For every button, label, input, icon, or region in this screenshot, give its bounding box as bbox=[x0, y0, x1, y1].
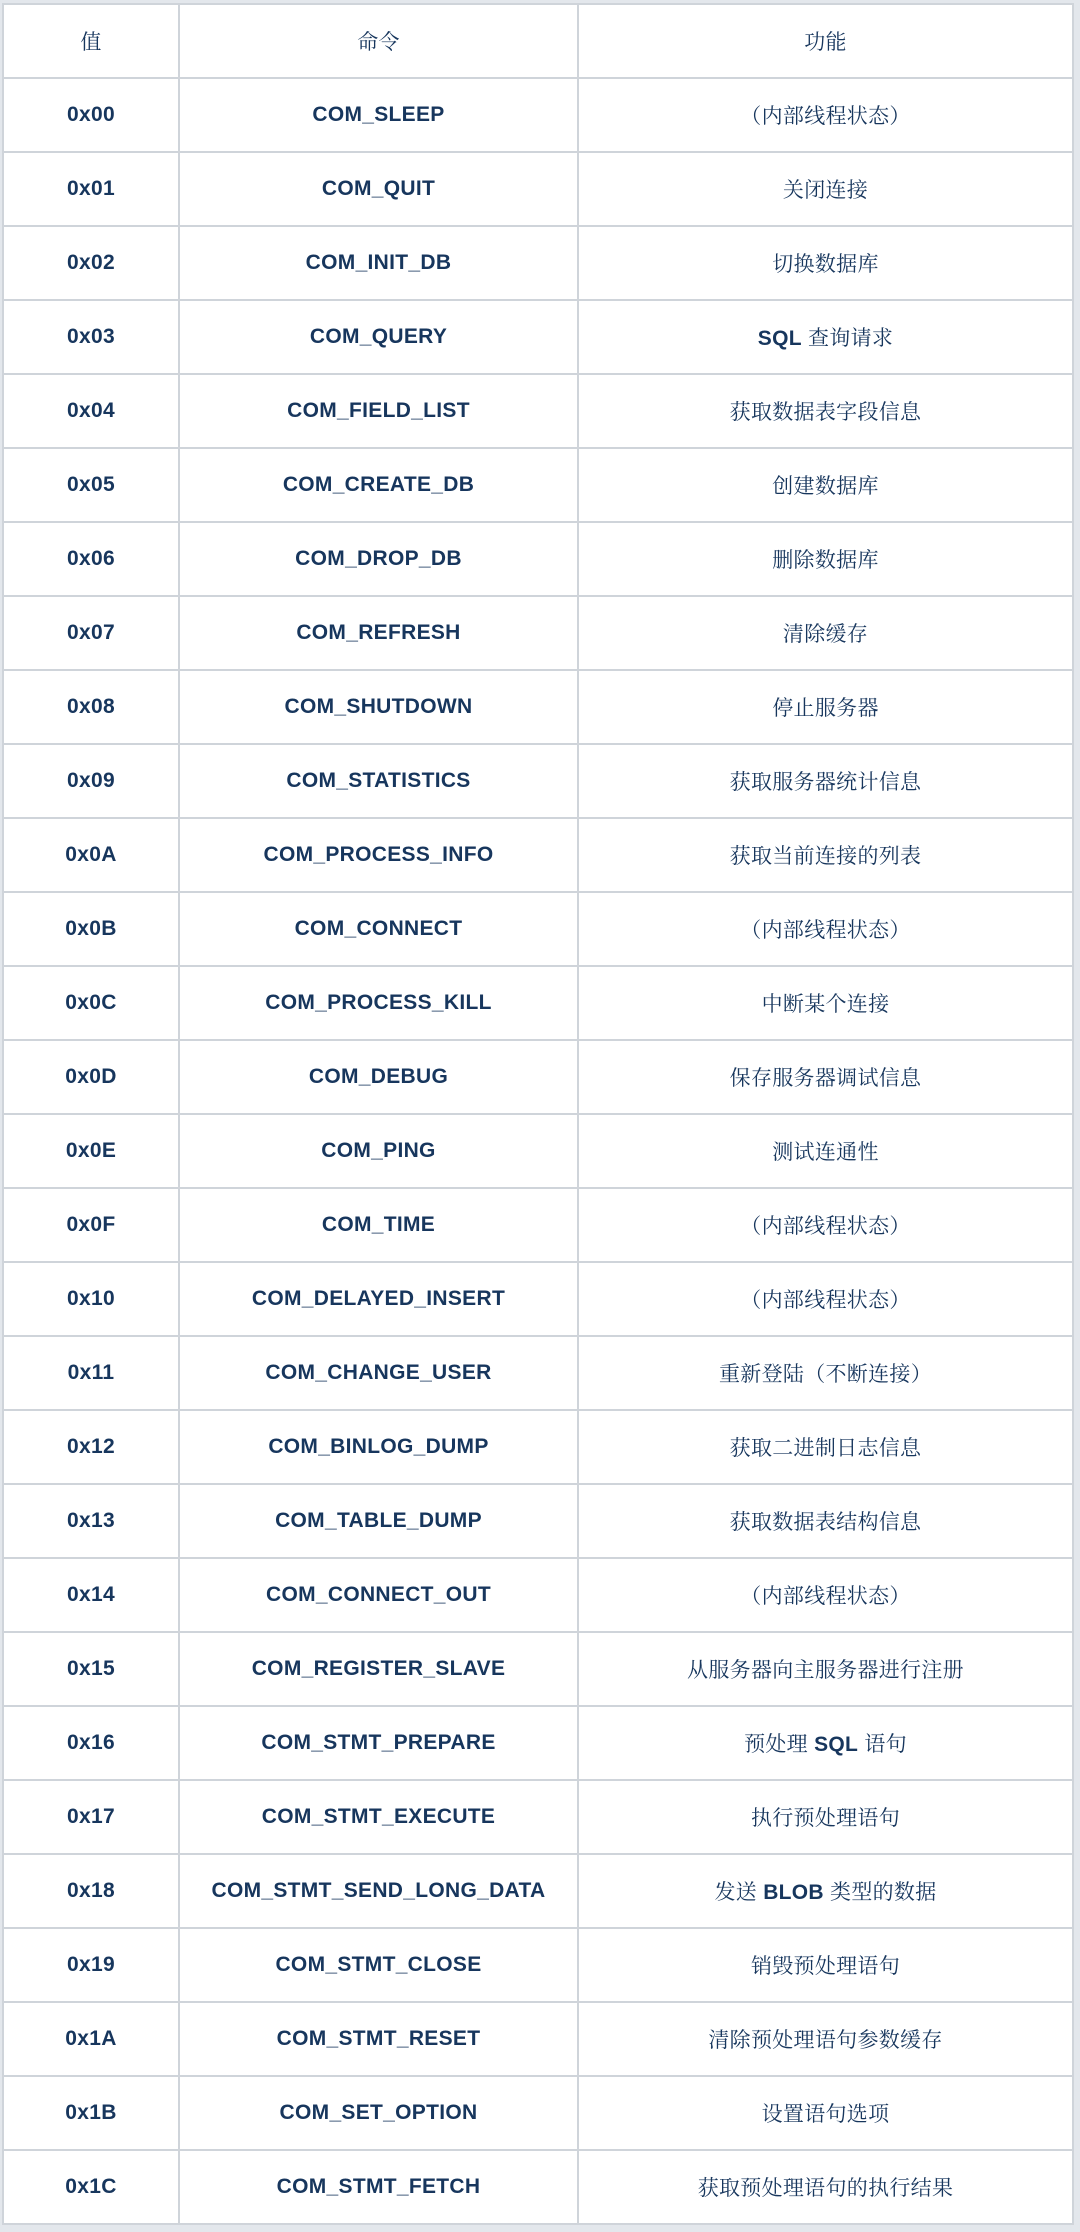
command-cell: COM_QUERY bbox=[179, 300, 578, 374]
command-cell: COM_STMT_PREPARE bbox=[179, 1706, 578, 1780]
value-cell: 0x09 bbox=[3, 744, 179, 818]
command-cell: COM_QUIT bbox=[179, 152, 578, 226]
table-row bbox=[3, 78, 1073, 152]
function-cell: 中断某个连接 bbox=[578, 966, 1073, 1040]
function-cell: 关闭连接 bbox=[578, 152, 1073, 226]
value-cell: 0x1B bbox=[3, 2076, 179, 2150]
value-cell: 0x16 bbox=[3, 1706, 179, 1780]
table-row bbox=[3, 226, 1073, 300]
value-cell: 0x17 bbox=[3, 1780, 179, 1854]
command-cell: COM_STMT_CLOSE bbox=[179, 1928, 578, 2002]
function-cell: 停止服务器 bbox=[578, 670, 1073, 744]
table-row bbox=[3, 1706, 1073, 1780]
value-cell: 0x13 bbox=[3, 1484, 179, 1558]
table-row bbox=[3, 1188, 1073, 1262]
function-cell: 清除缓存 bbox=[578, 596, 1073, 670]
command-cell: COM_STATISTICS bbox=[179, 744, 578, 818]
command-cell: COM_DELAYED_INSERT bbox=[179, 1262, 578, 1336]
function-cell: （内部线程状态） bbox=[578, 892, 1073, 966]
function-cell: 发送 BLOB 类型的数据 bbox=[578, 1854, 1073, 1928]
table-row bbox=[3, 448, 1073, 522]
table-row bbox=[3, 152, 1073, 226]
function-cell: 删除数据库 bbox=[578, 522, 1073, 596]
function-cell: 获取数据表字段信息 bbox=[578, 374, 1073, 448]
value-cell: 0x0E bbox=[3, 1114, 179, 1188]
table-row bbox=[3, 1928, 1073, 2002]
column-header-value: 值 bbox=[3, 4, 179, 78]
table-row bbox=[3, 522, 1073, 596]
value-cell: 0x02 bbox=[3, 226, 179, 300]
value-cell: 0x01 bbox=[3, 152, 179, 226]
table-row bbox=[3, 1780, 1073, 1854]
table-body bbox=[3, 78, 1073, 2224]
command-cell: COM_INIT_DB bbox=[179, 226, 578, 300]
command-cell: COM_REFRESH bbox=[179, 596, 578, 670]
function-cell: 设置语句选项 bbox=[578, 2076, 1073, 2150]
column-header-command: 命令 bbox=[179, 4, 578, 78]
command-cell: COM_SLEEP bbox=[179, 78, 578, 152]
value-cell: 0x1C bbox=[3, 2150, 179, 2224]
table-row bbox=[3, 1484, 1073, 1558]
table-row bbox=[3, 2150, 1073, 2224]
table-row bbox=[3, 1336, 1073, 1410]
table-row bbox=[3, 892, 1073, 966]
command-cell: COM_CONNECT bbox=[179, 892, 578, 966]
command-cell: COM_SHUTDOWN bbox=[179, 670, 578, 744]
table-head bbox=[3, 4, 1073, 78]
function-cell: 重新登陆（不断连接） bbox=[578, 1336, 1073, 1410]
function-cell: 从服务器向主服务器进行注册 bbox=[578, 1632, 1073, 1706]
function-cell: （内部线程状态） bbox=[578, 1558, 1073, 1632]
value-cell: 0x1A bbox=[3, 2002, 179, 2076]
command-cell: COM_TABLE_DUMP bbox=[179, 1484, 578, 1558]
function-cell: 获取预处理语句的执行结果 bbox=[578, 2150, 1073, 2224]
value-cell: 0x0A bbox=[3, 818, 179, 892]
function-cell: 测试连通性 bbox=[578, 1114, 1073, 1188]
function-cell: 销毁预处理语句 bbox=[578, 1928, 1073, 2002]
header-row bbox=[3, 4, 1073, 78]
table-row bbox=[3, 596, 1073, 670]
command-cell: COM_STMT_RESET bbox=[179, 2002, 578, 2076]
table-row bbox=[3, 2076, 1073, 2150]
command-cell: COM_PING bbox=[179, 1114, 578, 1188]
table-row bbox=[3, 1040, 1073, 1114]
command-cell: COM_CREATE_DB bbox=[179, 448, 578, 522]
table-row bbox=[3, 1632, 1073, 1706]
command-cell: COM_CONNECT_OUT bbox=[179, 1558, 578, 1632]
value-cell: 0x10 bbox=[3, 1262, 179, 1336]
value-cell: 0x0B bbox=[3, 892, 179, 966]
command-cell: COM_PROCESS_INFO bbox=[179, 818, 578, 892]
function-cell: 获取当前连接的列表 bbox=[578, 818, 1073, 892]
function-cell: 清除预处理语句参数缓存 bbox=[578, 2002, 1073, 2076]
table-row bbox=[3, 1854, 1073, 1928]
command-cell: COM_STMT_SEND_LONG_DATA bbox=[179, 1854, 578, 1928]
mysql-command-table bbox=[2, 3, 1074, 2225]
function-cell: 预处理 SQL 语句 bbox=[578, 1706, 1073, 1780]
value-cell: 0x07 bbox=[3, 596, 179, 670]
command-cell: COM_REGISTER_SLAVE bbox=[179, 1632, 578, 1706]
table-row bbox=[3, 966, 1073, 1040]
value-cell: 0x14 bbox=[3, 1558, 179, 1632]
value-cell: 0x05 bbox=[3, 448, 179, 522]
value-cell: 0x11 bbox=[3, 1336, 179, 1410]
table-row bbox=[3, 374, 1073, 448]
command-cell: COM_STMT_EXECUTE bbox=[179, 1780, 578, 1854]
table-row bbox=[3, 744, 1073, 818]
value-cell: 0x00 bbox=[3, 78, 179, 152]
value-cell: 0x03 bbox=[3, 300, 179, 374]
command-cell: COM_SET_OPTION bbox=[179, 2076, 578, 2150]
function-cell: 保存服务器调试信息 bbox=[578, 1040, 1073, 1114]
table-row bbox=[3, 1558, 1073, 1632]
table-row bbox=[3, 818, 1073, 892]
column-header-function: 功能 bbox=[578, 4, 1073, 78]
command-cell: COM_CHANGE_USER bbox=[179, 1336, 578, 1410]
command-cell: COM_DROP_DB bbox=[179, 522, 578, 596]
command-cell: COM_STMT_FETCH bbox=[179, 2150, 578, 2224]
value-cell: 0x0C bbox=[3, 966, 179, 1040]
value-cell: 0x0F bbox=[3, 1188, 179, 1262]
table-row bbox=[3, 1262, 1073, 1336]
table-row bbox=[3, 1114, 1073, 1188]
value-cell: 0x0D bbox=[3, 1040, 179, 1114]
command-cell: COM_FIELD_LIST bbox=[179, 374, 578, 448]
command-cell: COM_TIME bbox=[179, 1188, 578, 1262]
value-cell: 0x06 bbox=[3, 522, 179, 596]
function-cell: （内部线程状态） bbox=[578, 1262, 1073, 1336]
function-cell: SQL 查询请求 bbox=[578, 300, 1073, 374]
value-cell: 0x15 bbox=[3, 1632, 179, 1706]
table-row bbox=[3, 670, 1073, 744]
command-cell: COM_BINLOG_DUMP bbox=[179, 1410, 578, 1484]
value-cell: 0x12 bbox=[3, 1410, 179, 1484]
value-cell: 0x04 bbox=[3, 374, 179, 448]
value-cell: 0x08 bbox=[3, 670, 179, 744]
function-cell: 获取数据表结构信息 bbox=[578, 1484, 1073, 1558]
table-row bbox=[3, 2002, 1073, 2076]
function-cell: 获取服务器统计信息 bbox=[578, 744, 1073, 818]
function-cell: 切换数据库 bbox=[578, 226, 1073, 300]
table-row bbox=[3, 1410, 1073, 1484]
table-row bbox=[3, 300, 1073, 374]
function-cell: （内部线程状态） bbox=[578, 1188, 1073, 1262]
function-cell: 执行预处理语句 bbox=[578, 1780, 1073, 1854]
command-cell: COM_DEBUG bbox=[179, 1040, 578, 1114]
function-cell: 创建数据库 bbox=[578, 448, 1073, 522]
value-cell: 0x18 bbox=[3, 1854, 179, 1928]
function-cell: 获取二进制日志信息 bbox=[578, 1410, 1073, 1484]
function-cell: （内部线程状态） bbox=[578, 78, 1073, 152]
command-cell: COM_PROCESS_KILL bbox=[179, 966, 578, 1040]
value-cell: 0x19 bbox=[3, 1928, 179, 2002]
